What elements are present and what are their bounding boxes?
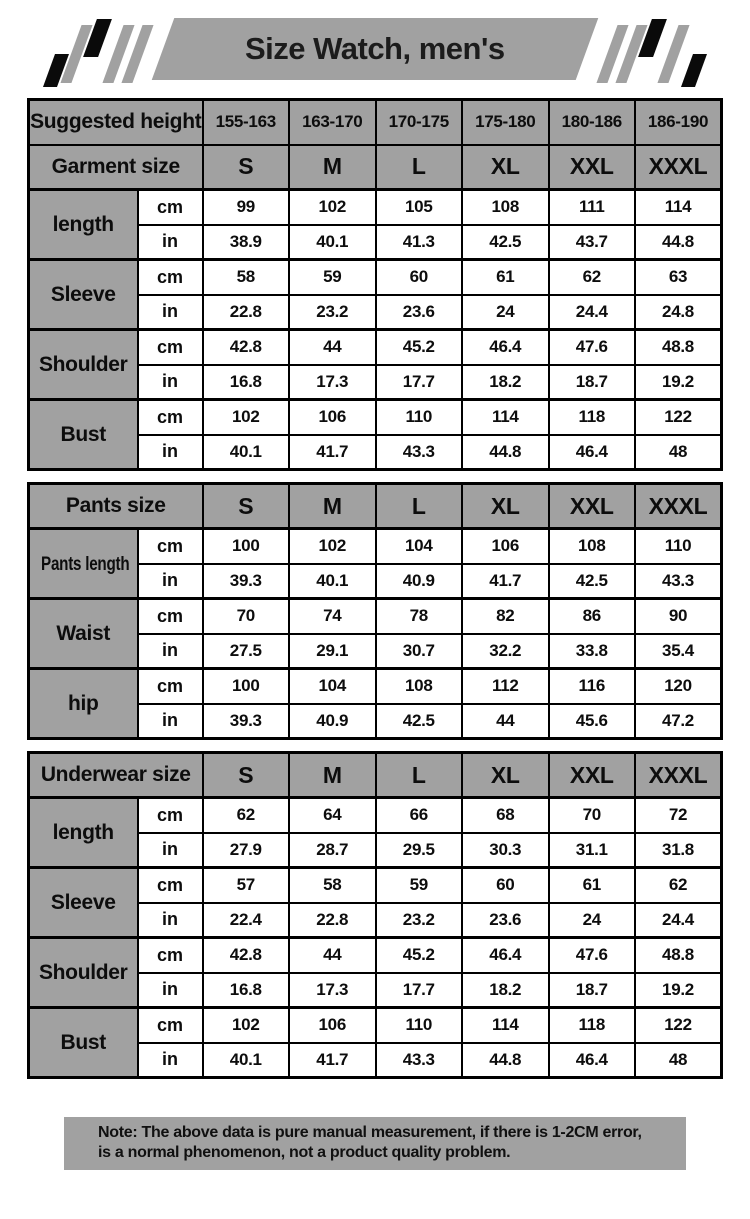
value-cell: 29.1	[289, 634, 376, 669]
value-cell: 42.5	[376, 704, 463, 739]
value-cell: 41.7	[289, 435, 376, 470]
value-cell: 120	[635, 669, 722, 704]
value-cell: 59	[289, 260, 376, 295]
measurement-label: Sleeve	[29, 868, 138, 938]
value-cell: 106	[289, 1008, 376, 1043]
height-range-cell: 180-186	[549, 100, 636, 145]
value-cell: 42.5	[462, 225, 549, 260]
value-cell: 48	[635, 1043, 722, 1078]
garment-size-table	[27, 98, 723, 471]
unit-cell: cm	[138, 400, 203, 435]
unit-cell: in	[138, 1043, 203, 1078]
value-cell: 102	[289, 529, 376, 564]
value-cell: 44	[289, 330, 376, 365]
value-cell: 106	[462, 529, 549, 564]
value-cell: 78	[376, 599, 463, 634]
value-cell: 29.5	[376, 833, 463, 868]
value-cell: 23.2	[289, 295, 376, 330]
value-cell: 22.8	[203, 295, 290, 330]
unit-cell: cm	[138, 190, 203, 225]
value-cell: 82	[462, 599, 549, 634]
value-cell: 46.4	[549, 435, 636, 470]
measurement-row-cm	[29, 798, 722, 833]
value-cell: 22.4	[203, 903, 290, 938]
height-range-cell: 175-180	[462, 100, 549, 145]
size-cell: L	[376, 484, 463, 529]
unit-cell: cm	[138, 599, 203, 634]
size-cell: XL	[462, 145, 549, 190]
unit-cell: in	[138, 365, 203, 400]
value-cell: 118	[549, 1008, 636, 1043]
measurement-label: length	[29, 798, 138, 868]
value-cell: 108	[462, 190, 549, 225]
value-cell: 60	[376, 260, 463, 295]
size-header-row	[29, 753, 722, 798]
value-cell: 30.7	[376, 634, 463, 669]
measurement-label: Bust	[29, 1008, 138, 1078]
size-cell: XXL	[549, 145, 636, 190]
value-cell: 48.8	[635, 330, 722, 365]
measurement-label: Bust	[29, 400, 138, 470]
unit-cell: cm	[138, 798, 203, 833]
value-cell: 46.4	[462, 938, 549, 973]
unit-cell: in	[138, 435, 203, 470]
note-line-1: Note: The above data is pure manual measurement, if there is 1-2CM error,	[98, 1124, 642, 1141]
value-cell: 40.1	[289, 225, 376, 260]
value-cell: 48.8	[635, 938, 722, 973]
value-cell: 43.3	[376, 435, 463, 470]
value-cell: 74	[289, 599, 376, 634]
value-cell: 48	[635, 435, 722, 470]
value-cell: 18.7	[549, 365, 636, 400]
value-cell: 61	[549, 868, 636, 903]
unit-cell: cm	[138, 669, 203, 704]
value-cell: 104	[289, 669, 376, 704]
value-cell: 32.2	[462, 634, 549, 669]
value-cell: 70	[549, 798, 636, 833]
value-cell: 122	[635, 1008, 722, 1043]
size-cell: XL	[462, 484, 549, 529]
value-cell: 44	[289, 938, 376, 973]
page-title: Size Watch, men's	[245, 31, 505, 66]
value-cell: 114	[635, 190, 722, 225]
height-range-cell: 186-190	[635, 100, 722, 145]
value-cell: 106	[289, 400, 376, 435]
size-cell: M	[289, 145, 376, 190]
value-cell: 46.4	[549, 1043, 636, 1078]
value-cell: 23.6	[462, 903, 549, 938]
page-header	[0, 0, 750, 98]
measurement-row-cm	[29, 938, 722, 973]
table-header-label: Suggested height	[29, 100, 203, 145]
value-cell: 64	[289, 798, 376, 833]
size-cell: XL	[462, 753, 549, 798]
value-cell: 24.8	[635, 295, 722, 330]
value-cell: 102	[203, 400, 290, 435]
measurement-row-cm	[29, 1008, 722, 1043]
measurement-label: Shoulder	[29, 330, 138, 400]
value-cell: 44.8	[462, 435, 549, 470]
value-cell: 24.4	[635, 903, 722, 938]
value-cell: 16.8	[203, 365, 290, 400]
value-cell: 58	[203, 260, 290, 295]
unit-cell: in	[138, 295, 203, 330]
underwear-size-table	[27, 751, 723, 1079]
value-cell: 17.7	[376, 365, 463, 400]
value-cell: 110	[376, 1008, 463, 1043]
value-cell: 31.8	[635, 833, 722, 868]
unit-cell: cm	[138, 938, 203, 973]
measurement-row-cm	[29, 669, 722, 704]
measurement-row-cm	[29, 330, 722, 365]
size-tables-container	[27, 98, 723, 1079]
value-cell: 62	[549, 260, 636, 295]
measurement-label: Sleeve	[29, 260, 138, 330]
value-cell: 43.3	[376, 1043, 463, 1078]
measurement-label: hip	[29, 669, 138, 739]
value-cell: 47.6	[549, 938, 636, 973]
value-cell: 100	[203, 529, 290, 564]
value-cell: 72	[635, 798, 722, 833]
value-cell: 22.8	[289, 903, 376, 938]
value-cell: 39.3	[203, 704, 290, 739]
value-cell: 18.2	[462, 973, 549, 1008]
value-cell: 44	[462, 704, 549, 739]
note-line-2: is a normal phenomenon, not a product quality problem.	[98, 1144, 511, 1161]
value-cell: 44.8	[635, 225, 722, 260]
measurement-label: Waist	[29, 599, 138, 669]
value-cell: 41.7	[289, 1043, 376, 1078]
value-cell: 66	[376, 798, 463, 833]
value-cell: 17.3	[289, 365, 376, 400]
banner-left-decoration	[49, 18, 143, 87]
value-cell: 33.8	[549, 634, 636, 669]
value-cell: 86	[549, 599, 636, 634]
value-cell: 23.6	[376, 295, 463, 330]
size-cell: XXXL	[635, 145, 722, 190]
value-cell: 38.9	[203, 225, 290, 260]
value-cell: 112	[462, 669, 549, 704]
unit-cell: cm	[138, 529, 203, 564]
value-cell: 63	[635, 260, 722, 295]
size-cell: L	[376, 753, 463, 798]
size-header-row	[29, 145, 722, 190]
table-header-label: Pants size	[29, 484, 203, 529]
value-cell: 35.4	[635, 634, 722, 669]
height-range-cell: 170-175	[376, 100, 463, 145]
value-cell: 45.2	[376, 330, 463, 365]
unit-cell: in	[138, 564, 203, 599]
value-cell: 41.7	[462, 564, 549, 599]
measurement-row-cm	[29, 868, 722, 903]
unit-cell: cm	[138, 330, 203, 365]
unit-cell: cm	[138, 260, 203, 295]
size-cell: M	[289, 753, 376, 798]
height-range-cell: 163-170	[289, 100, 376, 145]
value-cell: 24	[462, 295, 549, 330]
value-cell: 23.2	[376, 903, 463, 938]
value-cell: 19.2	[635, 365, 722, 400]
value-cell: 42.8	[203, 330, 290, 365]
value-cell: 122	[635, 400, 722, 435]
unit-cell: in	[138, 634, 203, 669]
pants-size-table	[27, 482, 723, 740]
value-cell: 16.8	[203, 973, 290, 1008]
value-cell: 102	[289, 190, 376, 225]
value-cell: 57	[203, 868, 290, 903]
value-cell: 19.2	[635, 973, 722, 1008]
measurement-label: Shoulder	[29, 938, 138, 1008]
measurement-row-cm	[29, 400, 722, 435]
value-cell: 58	[289, 868, 376, 903]
size-cell: S	[203, 145, 290, 190]
size-cell: L	[376, 145, 463, 190]
unit-cell: in	[138, 973, 203, 1008]
value-cell: 60	[462, 868, 549, 903]
size-cell: XXXL	[635, 753, 722, 798]
table-header-label: Garment size	[29, 145, 203, 190]
measurement-row-cm	[29, 190, 722, 225]
size-cell: M	[289, 484, 376, 529]
value-cell: 108	[549, 529, 636, 564]
measurement-row-cm	[29, 599, 722, 634]
value-cell: 45.6	[549, 704, 636, 739]
suggested-height-row	[29, 100, 722, 145]
value-cell: 27.9	[203, 833, 290, 868]
measurement-row-cm	[29, 260, 722, 295]
value-cell: 30.3	[462, 833, 549, 868]
value-cell: 111	[549, 190, 636, 225]
unit-cell: cm	[138, 1008, 203, 1043]
value-cell: 46.4	[462, 330, 549, 365]
unit-cell: cm	[138, 868, 203, 903]
value-cell: 17.3	[289, 973, 376, 1008]
value-cell: 59	[376, 868, 463, 903]
value-cell: 18.2	[462, 365, 549, 400]
value-cell: 104	[376, 529, 463, 564]
value-cell: 43.7	[549, 225, 636, 260]
value-cell: 99	[203, 190, 290, 225]
stripe-icon	[681, 54, 707, 87]
table-header-label: Underwear size	[29, 753, 203, 798]
value-cell: 90	[635, 599, 722, 634]
size-cell: S	[203, 753, 290, 798]
size-header-row	[29, 484, 722, 529]
value-cell: 39.3	[203, 564, 290, 599]
size-cell: XXXL	[635, 484, 722, 529]
unit-cell: in	[138, 903, 203, 938]
value-cell: 108	[376, 669, 463, 704]
value-cell: 47.2	[635, 704, 722, 739]
unit-cell: in	[138, 704, 203, 739]
size-cell: XXL	[549, 753, 636, 798]
value-cell: 45.2	[376, 938, 463, 973]
size-cell: XXL	[549, 484, 636, 529]
unit-cell: in	[138, 833, 203, 868]
value-cell: 100	[203, 669, 290, 704]
unit-cell: in	[138, 225, 203, 260]
value-cell: 40.1	[203, 435, 290, 470]
value-cell: 31.1	[549, 833, 636, 868]
value-cell: 68	[462, 798, 549, 833]
value-cell: 116	[549, 669, 636, 704]
value-cell: 40.1	[289, 564, 376, 599]
value-cell: 47.6	[549, 330, 636, 365]
measurement-row-cm	[29, 529, 722, 564]
value-cell: 62	[203, 798, 290, 833]
value-cell: 118	[549, 400, 636, 435]
value-cell: 110	[376, 400, 463, 435]
value-cell: 17.7	[376, 973, 463, 1008]
value-cell: 27.5	[203, 634, 290, 669]
title-banner	[152, 18, 599, 80]
value-cell: 18.7	[549, 973, 636, 1008]
value-cell: 114	[462, 1008, 549, 1043]
value-cell: 40.1	[203, 1043, 290, 1078]
value-cell: 24.4	[549, 295, 636, 330]
banner-right-decoration	[607, 18, 701, 87]
value-cell: 40.9	[289, 704, 376, 739]
value-cell: 110	[635, 529, 722, 564]
value-cell: 43.3	[635, 564, 722, 599]
value-cell: 42.8	[203, 938, 290, 973]
measurement-label: length	[29, 190, 138, 260]
value-cell: 42.5	[549, 564, 636, 599]
value-cell: 70	[203, 599, 290, 634]
height-range-cell: 155-163	[203, 100, 290, 145]
value-cell: 40.9	[376, 564, 463, 599]
note-banner	[64, 1117, 686, 1170]
value-cell: 114	[462, 400, 549, 435]
value-cell: 24	[549, 903, 636, 938]
value-cell: 61	[462, 260, 549, 295]
value-cell: 105	[376, 190, 463, 225]
measurement-label: Pants length	[29, 529, 138, 599]
size-cell: S	[203, 484, 290, 529]
value-cell: 102	[203, 1008, 290, 1043]
value-cell: 62	[635, 868, 722, 903]
value-cell: 44.8	[462, 1043, 549, 1078]
value-cell: 41.3	[376, 225, 463, 260]
value-cell: 28.7	[289, 833, 376, 868]
